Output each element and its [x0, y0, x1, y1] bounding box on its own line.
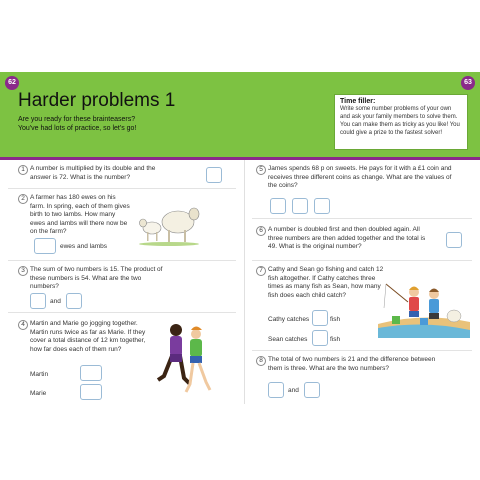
- header-banner: [0, 72, 480, 160]
- question-5: [256, 165, 456, 191]
- question-1: [18, 165, 178, 182]
- answer-box-sean[interactable]: [312, 330, 328, 346]
- answer-box-q3-first[interactable]: [30, 293, 46, 309]
- answer-box-q5-coin-3[interactable]: [314, 198, 330, 214]
- answer-label: ewes and lambs: [60, 243, 107, 250]
- answer-box-q5-coin-2[interactable]: [292, 198, 308, 214]
- answer-box-cathy[interactable]: [312, 310, 328, 326]
- fish-unit-label: fish: [330, 336, 341, 343]
- answer-box-martin[interactable]: [80, 365, 102, 381]
- marie-label: Marie: [30, 390, 47, 397]
- intro-text: Are you ready for these brainteasers? You've had lots of practice, so let's go!: [18, 116, 137, 132]
- page-gutter: [244, 160, 245, 404]
- answer-box-q3-second[interactable]: [66, 293, 82, 309]
- answer-box-q2[interactable]: [34, 238, 56, 254]
- answer-box-q6[interactable]: [446, 232, 462, 248]
- question-number: 4: [18, 320, 28, 330]
- page-title: Harder problems 1: [18, 90, 176, 111]
- divider: [252, 350, 472, 351]
- divider: [8, 188, 236, 189]
- time-filler-box: [334, 94, 468, 150]
- question-number: 5: [256, 165, 266, 175]
- question-number: 2: [18, 194, 28, 204]
- question-number: 8: [256, 356, 266, 366]
- divider: [8, 260, 236, 261]
- question-text: A number is multiplied by its double and the answer is 72. What is the number?: [30, 165, 156, 181]
- question-text: The sum of two numbers is 15. The product of these numbers is 54. What are the two numbers?: [30, 266, 163, 290]
- fishing-children-illustration: [378, 278, 470, 338]
- left-page-number: 62: [5, 76, 19, 90]
- question-text: James spends 68 p on sweets. He pays for it with a £1 coin and receives three different coins as change. What are the values of the coins?: [268, 165, 452, 189]
- question-6: [256, 226, 436, 252]
- cathy-label: Cathy catches: [268, 316, 310, 323]
- answer-box-q1[interactable]: [206, 167, 222, 183]
- and-label: and: [288, 387, 299, 394]
- question-number: 3: [18, 266, 28, 276]
- question-2: [18, 194, 138, 237]
- time-filler-text: Write some number problems of your own and ask your family members to solve them. You can make them as tricky as you like! You could give a prize to the fastest solver!: [340, 106, 460, 136]
- and-label: and: [50, 298, 61, 305]
- question-8: [256, 356, 446, 373]
- divider: [252, 260, 472, 261]
- question-number: 7: [256, 266, 266, 276]
- workbook-spread: [0, 72, 480, 408]
- question-text: A number is doubled first and then doubled again. All three numbers are then added together and the total is 49. What is the original number?: [268, 226, 426, 250]
- answer-box-q5-coin-1[interactable]: [270, 198, 286, 214]
- question-text: The total of two numbers is 21 and the difference between them is three. What are the two numbers?: [268, 356, 436, 372]
- question-text: Martin and Marie go jogging together. Martin runs twice as far as Marie. If they cover a total distance of 12 km together, how far does each of them run?: [30, 320, 146, 353]
- fish-unit-label: fish: [330, 316, 341, 323]
- divider: [252, 218, 472, 219]
- answer-box-marie[interactable]: [80, 384, 102, 400]
- sheep-illustration: [138, 198, 200, 248]
- joggers-illustration: [154, 320, 220, 404]
- answer-box-q8-first[interactable]: [268, 382, 284, 398]
- question-text: Cathy and Sean go fishing and catch 12 fish altogether. If Cathy catches three times as many fish as Sean, how many fish does each child catch?: [268, 266, 384, 299]
- sean-label: Sean catches: [268, 336, 308, 343]
- right-page-number: 63: [461, 76, 475, 90]
- question-number: 6: [256, 226, 266, 236]
- martin-label: Martin: [30, 371, 49, 378]
- answer-box-q8-second[interactable]: [304, 382, 320, 398]
- question-number: 1: [18, 165, 28, 175]
- divider: [8, 312, 236, 313]
- question-text: A farmer has 180 ewes on his farm. In spring, each of them gives birth to two lambs. How many ewes and lambs will there now be on the farm?: [30, 194, 130, 235]
- question-4: [18, 320, 158, 354]
- question-3: [18, 266, 178, 292]
- time-filler-title: Time filler:: [340, 98, 376, 105]
